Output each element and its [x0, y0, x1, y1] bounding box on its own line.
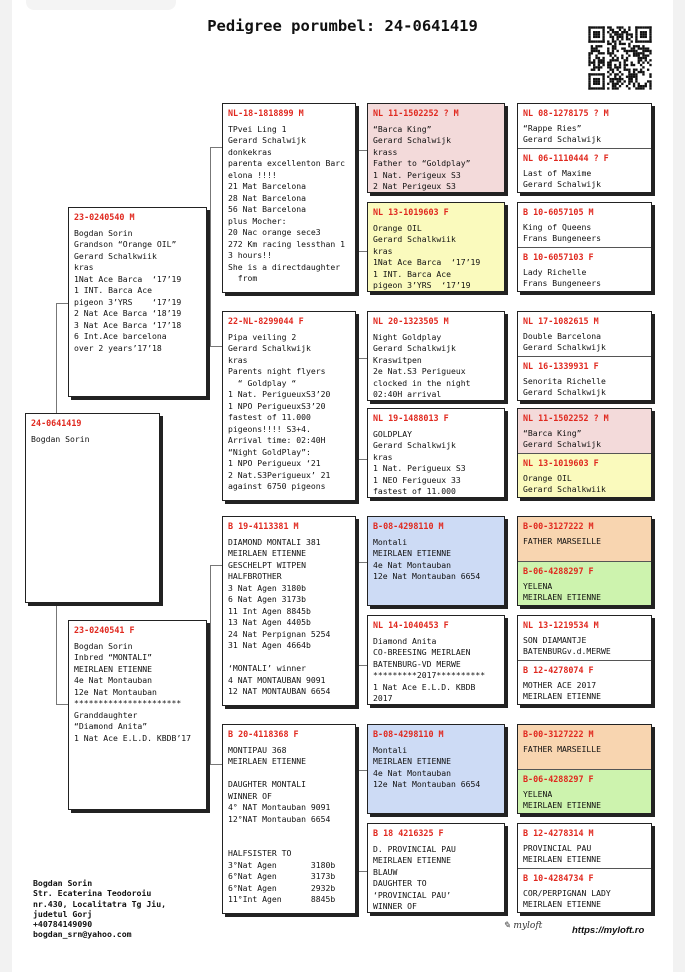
- pigeon-info-line: *********2017**********: [373, 670, 486, 680]
- great-grandparent-card: [367, 724, 505, 814]
- subject-card: [25, 413, 160, 603]
- pigeon-info-line: 2 Nat.S3Perigueux’ 21: [228, 469, 331, 480]
- contact-line: nr.430, Localitatra Tg Jiu,: [33, 898, 167, 909]
- dam-card: [68, 620, 207, 810]
- pigeon-info-line: HALFBROTHER: [228, 571, 282, 581]
- great-great-grandparents-card: [517, 516, 652, 606]
- pigeon-info-line: Inbred “MONTALI”: [74, 652, 152, 662]
- pigeon-info-line: 4e Nat Montauban: [373, 559, 451, 570]
- pigeon-info-line: YELENA: [523, 788, 553, 799]
- grandparent-card: [222, 516, 356, 706]
- pigeon-info-line: Frans Bungeneers: [523, 233, 601, 243]
- pigeon-info-line: pigeon 3’YRS ‘17’19: [373, 280, 471, 290]
- sire-entry: [518, 725, 651, 769]
- pigeon-info-line: 272 Km racing lessthan 1: [228, 238, 345, 249]
- ring-number: 22-NL-8299044 F: [228, 316, 304, 326]
- sire-entry: [518, 203, 651, 247]
- pigeon-info-line: MEIRLAEN ETIENNE: [373, 855, 451, 865]
- pigeon-info-line: pigeons!!!! S3+4.: [228, 423, 311, 434]
- great-great-grandparents-card: [517, 823, 652, 913]
- pigeon-info-line: Parents night flyers: [228, 366, 326, 376]
- ring-number: B 19-4113381 M: [228, 521, 299, 531]
- dam-entry: [518, 247, 651, 291]
- pigeon-info-line: Bogdan Sorin: [74, 227, 133, 238]
- great-great-grandparents-card: [517, 202, 652, 292]
- ring-number: B-00-3127222 M: [523, 729, 594, 739]
- pigeon-info-line: MEIRLAEN ETIENNE: [523, 800, 601, 810]
- pigeon-info-line: [228, 837, 350, 849]
- ring-number: 24-0641419: [31, 418, 82, 428]
- pigeon-info-line: kras: [74, 262, 94, 272]
- pigeon-info-line: “Barca King”: [373, 123, 432, 134]
- connector-dam: [210, 565, 222, 765]
- pigeon-info-line: Gerard Schalkwijk: [523, 342, 606, 352]
- connector-sire: [210, 147, 222, 347]
- pigeon-info-line: Gerard Schalkwiik: [523, 484, 606, 494]
- pigeon-info-line: 3 hours!!: [228, 250, 272, 260]
- pigeon-info-line: 1 Nat. PerigueuxS3’20: [228, 389, 331, 399]
- owner-contact: [33, 878, 166, 940]
- pigeon-info-line: Gerard Schalkwiik: [74, 250, 157, 261]
- pigeon-info-line: Orange OIL: [523, 472, 572, 483]
- pigeon-info-line: 1Nat Ace Barca ‘17’19: [373, 257, 481, 267]
- pigeon-info-line: WINNER OF: [228, 790, 272, 801]
- contact-line: Str. Ecaterina Teodoroiu: [33, 888, 152, 899]
- pigeon-info-line: 1 NPO PerigueuxS3’20: [228, 400, 326, 411]
- pigeon-info-line: PROVINCIAL PAU: [523, 842, 592, 853]
- pigeon-info-line: 20 Nac orange sece3: [228, 227, 321, 237]
- qr-code-icon: [586, 24, 654, 92]
- pigeon-info-line: 28 Nat Barcelona: [228, 192, 306, 203]
- pigeon-info-line: COR/PERPIGNAN LADY: [523, 887, 611, 898]
- great-grandparent-card: [367, 823, 505, 913]
- pigeon-info-line: 4e Nat Montauban: [74, 675, 152, 685]
- pigeon-info-line: MEIRLAEN ETIENNE: [523, 592, 601, 602]
- pigeon-info-line: 1 Nat. Perigueux S3: [373, 463, 466, 473]
- sire-card: [68, 207, 207, 397]
- pigeon-info-line: 1 Nat. Perigeux S3: [373, 169, 461, 180]
- pigeon-info-line: 2 Nat Perigeux S3: [373, 181, 456, 191]
- great-grandparent-card: [367, 311, 505, 401]
- pigeon-info-line: MEIRLAEN ETIENNE: [228, 756, 306, 766]
- pigeon-info-line: MEIRLAEN ETIENNE: [523, 899, 601, 909]
- ring-number: B 10-6057105 M: [523, 207, 594, 217]
- pigeon-info-line: elona !!!!: [228, 169, 277, 180]
- page-title: Pedigree porumbel: 24-0641419: [207, 17, 478, 35]
- pigeon-info-line: 4 NAT MONTAUBAN 9091: [228, 674, 326, 685]
- pigeon-info-line: King of Queens: [523, 221, 592, 232]
- pigeon-info-line: 2017: [373, 693, 393, 703]
- pigeon-info-line: YELENA: [523, 580, 553, 591]
- grandparent-card: [222, 311, 356, 501]
- pigeon-info-line: 2e Nat.S3 Perigueux: [373, 366, 466, 376]
- pigeon-info-line: Arrival time: 02:40H: [228, 435, 326, 445]
- pigeon-info-line: 3 Nat Ace Barca ‘17’18: [74, 319, 182, 330]
- pigeon-info-line: 31 Nat Agen 4664b: [228, 640, 311, 650]
- pigeon-info-line: Lady Richelle: [523, 266, 587, 277]
- ring-number: B 12-4278314 M: [523, 828, 594, 838]
- pigeon-info-line: pigeon 3’YRS ‘17’19: [74, 296, 182, 307]
- connector-g2-1: [357, 150, 367, 252]
- pigeon-info-line: MEIRLAEN ETIENNE: [523, 854, 601, 864]
- pigeon-info-line: fastest of 11.000: [373, 486, 456, 496]
- great-grandparent-card: [367, 202, 505, 292]
- pigeon-info-line: 1 Nat Ace E.L.D. KBDB: [373, 681, 476, 692]
- pigeon-info-line: “Rappe Ries”: [523, 122, 582, 133]
- pigeon-info-line: DAUGHTER MONTALI: [228, 779, 306, 789]
- pigeon-info-line: 6°Nat Agen 3173b: [228, 871, 336, 881]
- pigeon-info-line: Gerard Schalkwijk: [373, 440, 456, 450]
- pigeon-info-line: MEIRLAEN ETIENNE: [228, 548, 306, 558]
- great-grandparent-card: [367, 408, 505, 498]
- pigeon-info-line: 6 Nat Agen 3173b: [228, 594, 306, 604]
- pigeon-info-line: MOTHER ACE 2017: [523, 679, 597, 690]
- ring-number: B 10-6057103 F: [523, 252, 594, 262]
- pigeon-info-line: 56 Nat Barcelona: [228, 204, 306, 214]
- pigeon-info-line: Orange OIL: [373, 222, 422, 233]
- pigeon-info-line: Gerard Schalkwijk: [523, 387, 606, 397]
- pigeon-info-line: kras: [228, 354, 248, 365]
- sire-entry: [518, 824, 651, 868]
- ring-number: B 12-4278074 F: [523, 665, 594, 675]
- pigeon-info-line: 02:40H arrival: [373, 389, 442, 399]
- pigeon-info-line: 1 INT. Barca Ace: [74, 285, 152, 295]
- ring-number: 23-0240541 F: [74, 625, 135, 635]
- pigeon-info-line: Gerard Schalkwiik: [373, 234, 456, 244]
- great-grandparent-card: [367, 516, 505, 606]
- ring-number: 23-0240540 M: [74, 212, 135, 222]
- pigeon-info-line: “Diamond Anita”: [74, 721, 148, 731]
- pigeon-info-line: “ Goldplay “: [228, 377, 297, 388]
- pigeon-info-line: “Barca King”: [523, 427, 582, 438]
- pigeon-info-line: Night Goldplay: [373, 331, 442, 342]
- pigeon-info-line: Gerard Schalwijk: [523, 439, 601, 449]
- contact-line: bogdan_srn@yahoo.com: [33, 929, 132, 940]
- pigeon-info-line: She is a directdaughter: [228, 261, 341, 272]
- pigeon-info-line: Father to “Goldplay”: [373, 158, 471, 168]
- sire-entry: [518, 517, 651, 561]
- pigeon-info-line: Last of Maxime: [523, 167, 592, 178]
- grandparent-card: [222, 103, 356, 293]
- contact-line: judetul Gorj: [33, 908, 93, 919]
- pigeon-info-line: Diamond Anita: [373, 635, 437, 646]
- pigeon-info-line: “Night GoldPlay”:: [228, 446, 311, 457]
- pigeon-info-line: D. PROVINCIAL PAU: [373, 843, 456, 854]
- pigeon-info-line: WINNER OF: [373, 901, 417, 911]
- pigeon-info-line: SON DIAMANTJE: [523, 634, 587, 645]
- sire-entry: [518, 409, 651, 453]
- great-grandparent-card: [367, 615, 505, 705]
- pigeon-info-line: ‘PROVINCIAL PAU’: [373, 889, 451, 900]
- ring-number: NL 11-1502252 ? M: [523, 413, 609, 423]
- pigeon-info-line: kras: [373, 245, 393, 256]
- bird-icon: ✎: [503, 921, 511, 931]
- contact-line: Bogdan Sorin: [33, 878, 93, 888]
- ring-number: B 20-4118368 F: [228, 729, 299, 739]
- pigeon-info-line: 12e Nat Montauban 6654: [373, 779, 481, 789]
- great-grandparent-card: [367, 103, 505, 193]
- pigeon-info-line: 2 Nat Ace Barca ‘18’19: [74, 308, 182, 318]
- pigeon-info-line: 3 Nat Agen 3180b: [228, 582, 306, 593]
- contact-line: +40784149090: [33, 919, 93, 930]
- great-great-grandparents-card: [517, 724, 652, 814]
- sire-entry: [518, 104, 651, 148]
- grandparent-card: [222, 724, 356, 914]
- sire-entry: [518, 616, 651, 660]
- pigeon-info-line: Gerard Schalkwijk: [373, 343, 456, 353]
- pigeon-info-line: MEIRLAEN ETIENNE: [373, 756, 451, 766]
- pigeon-info-line: Gerard Schalkwijk: [228, 343, 311, 353]
- ring-number: NL 06-1110444 ? F: [523, 153, 609, 163]
- pigeon-info-line: 12e Nat Montauban: [74, 686, 157, 697]
- pigeon-info-line: [228, 768, 350, 780]
- pigeon-info-line: **********************: [74, 698, 182, 708]
- pigeon-info-line: fastest of 11.000: [228, 412, 311, 422]
- pigeon-info-line: MEIRLAEN ETIENNE: [373, 548, 451, 558]
- pigeon-info-line: Gerard Schalwijk: [228, 135, 306, 145]
- pigeon-info-line: 3°Nat Agen 3180b: [228, 859, 336, 870]
- sheet-tab: [26, 0, 176, 10]
- ring-number: B-00-3127222 M: [523, 521, 594, 531]
- pigeon-info-line: clocked in the night: [373, 377, 471, 388]
- pigeon-info-line: 11 Int Agen 8845b: [228, 605, 311, 616]
- pigeon-info-line: donkekras: [228, 146, 272, 157]
- pigeon-info-line: Montali: [373, 744, 408, 755]
- pigeon-info-line: 1 Nat Ace E.L.D. KBDB’17: [74, 732, 191, 743]
- pigeon-info-line: MEIRLAEN ETIENNE: [74, 663, 152, 674]
- pigeon-info-line: FATHER MARSEILLE: [523, 535, 601, 546]
- ring-number: NL-18-1818899 M: [228, 108, 304, 118]
- ring-number: NL 20-1323505 M: [373, 316, 449, 326]
- pigeon-info-line: 4° NAT Montauban 9091: [228, 802, 331, 812]
- dam-entry: [518, 868, 651, 912]
- pigeon-info-line: Granddaughter: [74, 709, 138, 720]
- pigeon-info-line: BLAUW: [373, 866, 398, 877]
- pigeon-info-line: BATENBURGv.d.MERWE: [523, 646, 611, 656]
- pigeon-info-line: 6 Int.Ace barcelona: [74, 331, 167, 341]
- great-great-grandparents-card: [517, 615, 652, 705]
- ring-number: B 18 4216325 F: [373, 828, 444, 838]
- dam-entry: [518, 356, 651, 400]
- dam-entry: [518, 453, 651, 497]
- pigeon-info-line: Gerard Schalwijk: [523, 179, 601, 189]
- pigeon-info-line: Montali: [373, 536, 408, 547]
- pigeon-info-line: krass: [373, 146, 398, 157]
- pigeon-info-line: 1 NPO Perigueux ‘21: [228, 458, 321, 468]
- pigeon-info-line: Gerard Schalwijk: [373, 135, 451, 145]
- pigeon-info-line: CO-BREESING MEIRLAEN: [373, 647, 471, 657]
- dam-entry: [518, 769, 651, 813]
- site-link[interactable]: https://myloft.ro: [572, 925, 645, 936]
- ring-number: NL 17-1082615 M: [523, 316, 599, 326]
- pigeon-info-line: Gerard Schalwijk: [523, 134, 601, 144]
- logo-text: myloft: [513, 921, 543, 931]
- ring-number: B-08-4298110 M: [373, 729, 444, 739]
- pigeon-info-line: 1Nat Ace Barca ‘17’19: [74, 273, 182, 284]
- ring-number: B-06-4288297 F: [523, 566, 594, 576]
- pigeon-info-line: 6°Nat Agen 2932b: [228, 882, 336, 893]
- great-great-grandparents-card: [517, 311, 652, 401]
- ring-number: NL 13-1019603 F: [523, 458, 599, 468]
- pigeon-info-line: DIAMOND MONTALI 381: [228, 536, 321, 547]
- dam-entry: [518, 660, 651, 704]
- pigeon-info-line: Frans Bungeneers: [523, 278, 601, 288]
- connector-g2-2: [357, 358, 367, 460]
- pigeon-info-line: 24 Nat Perpignan 5254: [228, 628, 331, 639]
- pigeon-info-line: parenta excellenton Barc: [228, 158, 345, 168]
- connector-g2-4: [357, 770, 367, 872]
- pigeon-info-line: HALFSISTER TO: [228, 848, 292, 858]
- pigeon-info-line: kras: [373, 451, 393, 462]
- pigeon-info-line: 12°NAT Montauban 6654: [228, 813, 331, 824]
- pigeon-info-line: BATENBURG-VD MERWE: [373, 658, 461, 669]
- pigeon-info-line: DAUGHTER TO: [373, 878, 427, 888]
- pigeon-info-line: 13 Nat Agen 4405b: [228, 617, 311, 627]
- ring-number: NL 13-1019603 F: [373, 207, 449, 217]
- pigeon-info-line: Senorita Richelle: [523, 375, 606, 386]
- pigeon-info-line: Grandson “Orange OIL”: [74, 239, 177, 249]
- pigeon-info-line: over 2 years’17’18: [74, 342, 162, 353]
- ring-number: NL 08-1278175 ? M: [523, 108, 609, 118]
- pigeon-info-line: MONTIPAU 368: [228, 744, 287, 755]
- pigeon-info-line: 11°Int Agen 8845b: [228, 894, 336, 904]
- ring-number: NL 19-1488013 F: [373, 413, 449, 423]
- pigeon-info-line: Bogdan Sorin: [74, 640, 133, 651]
- pigeon-info-line: 12 NAT MONTAUBAN 6654: [228, 686, 331, 696]
- pigeon-info-line: GESCHELPT WITPEN: [228, 559, 306, 570]
- dam-entry: [518, 561, 651, 605]
- pigeon-info-line: [228, 652, 350, 664]
- pigeon-info-line: Kraswitpen: [373, 354, 422, 365]
- ring-number: B 10-4284734 F: [523, 873, 594, 883]
- pigeon-info-line: 1 NEO Ferigueux 33: [373, 474, 461, 485]
- pigeon-info-line: TPvei Ling 1: [228, 123, 287, 134]
- sire-entry: [518, 312, 651, 356]
- pigeon-info-line: 1 INT. Barca Ace: [373, 268, 451, 279]
- pigeon-info-line: against 6750 pigeons: [228, 481, 326, 491]
- ring-number: NL 16-1339931 F: [523, 361, 599, 371]
- ring-number: NL 13-1219534 M: [523, 620, 599, 630]
- pigeon-info-line: Bogdan Sorin: [31, 433, 90, 444]
- pigeon-info-line: plus Mocher:: [228, 215, 287, 226]
- ring-number: B-06-4288297 F: [523, 774, 594, 784]
- ring-number: NL 14-1040453 F: [373, 620, 449, 630]
- pigeon-info-line: from: [228, 273, 258, 283]
- pigeon-info-line: FATHER MARSEILLE: [523, 743, 601, 754]
- dam-entry: [518, 148, 651, 192]
- pigeon-info-line: MEIRLAEN ETIENNE: [523, 691, 601, 701]
- great-great-grandparents-card: [517, 408, 652, 498]
- ring-number: B-08-4298110 M: [373, 521, 444, 531]
- myloft-logo: [503, 921, 542, 931]
- connector-g2-3: [357, 562, 367, 666]
- ring-number: NL 11-1502252 ? M: [373, 108, 459, 118]
- pigeon-info-line: ‘MONTALI’ winner: [228, 663, 306, 673]
- pigeon-info-line: GOLDPLAY: [373, 428, 412, 439]
- great-great-grandparents-card: [517, 103, 652, 193]
- pigeon-info-line: [228, 825, 350, 837]
- pigeon-info-line: 4e Nat Montauban: [373, 767, 451, 778]
- pigeon-info-line: Pipa veiling 2: [228, 331, 297, 342]
- pigeon-info-line: 21 Mat Barcelona: [228, 181, 306, 191]
- pigeon-info-line: Double Barcelona: [523, 330, 601, 341]
- pigeon-info-line: 12e Nat Montauban 6654: [373, 571, 481, 581]
